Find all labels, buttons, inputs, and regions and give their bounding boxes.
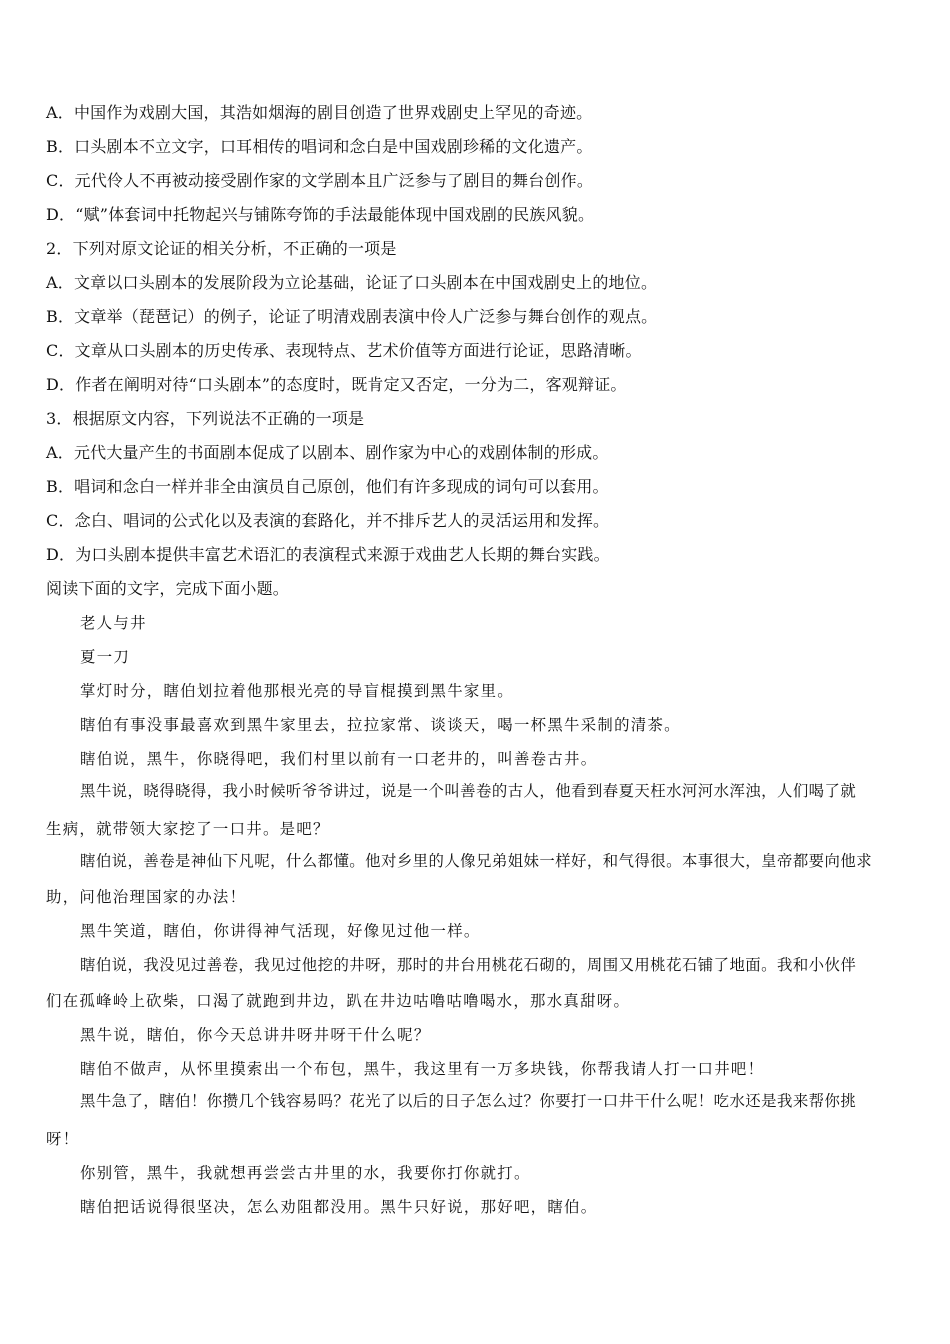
option-2d: D．作者在阐明对待“口头剧本”的态度时，既肯定又否定，一分为二，客观辩证。 <box>46 375 627 394</box>
story-paragraph-cont: 助，问他治理国家的办法！ <box>46 888 247 906</box>
option-2c: C．文章从口头剧本的历史传承、表现特点、艺术价值等方面进行论证，思路清晰。 <box>46 341 642 360</box>
story-paragraph: 瞎伯说，善卷是神仙下凡呢，什么都懂。他对乡里的人像兄弟姐妹一样好，和气得很。本事很大，皇帝都要向他求 <box>80 852 873 870</box>
story-paragraph-cont: 生病，就带领大家挖了一口井。是吧？ <box>46 820 330 838</box>
option-3d: D．为口头剧本提供丰富艺术语汇的表演程式来源于戏曲艺人长期的舞台实践。 <box>46 545 610 564</box>
reading-instruction: 阅读下面的文字，完成下面小题。 <box>46 579 290 598</box>
option-2b: B．文章举（琵琶记）的例子，论证了明清戏剧表演中伶人广泛参与舞台创作的观点。 <box>46 307 658 326</box>
question-3-stem: 3．根据原文内容，下列说法不正确的一项是 <box>46 409 365 428</box>
story-paragraph: 掌灯时分，瞎伯划拉着他那根光亮的导盲棍摸到黑牛家里。 <box>80 682 514 700</box>
story-paragraph: 瞎伯说，我没见过善卷，我见过他挖的井呀，那时的井台用桃花石砌的，周围又用桃花石铺了地面。我和小伙伴 <box>80 956 857 974</box>
option-3b: B．唱词和念白一样并非全由演员自己原创，他们有许多现成的词句可以套用。 <box>46 477 609 496</box>
story-author: 夏一刀 <box>80 648 131 666</box>
question-2-stem: 2．下列对原文论证的相关分析，不正确的一项是 <box>46 239 397 258</box>
story-paragraph: 黑牛急了，瞎伯！你攒几个钱容易吗？花光了以后的日子怎么过？你要打一口井干什么呢！吃水还是我来帮你挑 <box>80 1092 857 1110</box>
story-paragraph: 黑牛说，瞎伯，你今天总讲井呀井呀干什么呢？ <box>80 1026 431 1044</box>
option-3a: A．元代大量产生的书面剧本促成了以剧本、剧作家为中心的戏剧体制的形成。 <box>46 443 609 462</box>
story-paragraph: 瞎伯不做声，从怀里摸索出一个布包，黑牛，我这里有一万多块钱，你帮我请人打一口井吧！ <box>80 1060 765 1078</box>
story-paragraph: 瞎伯说，黑牛，你晓得吧，我们村里以前有一口老井的，叫善卷古井。 <box>80 750 598 768</box>
story-paragraph: 黑牛笑道，瞎伯，你讲得神气活现，好像见过他一样。 <box>80 922 481 940</box>
story-paragraph: 你别管，黑牛，我就想再尝尝古井里的水，我要你打你就打。 <box>80 1164 531 1182</box>
option-1c: C．元代伶人不再被动接受剧作家的文学剧本且广泛参与了剧目的舞台创作。 <box>46 171 594 190</box>
option-1b: B．口头剧本不立文字，口耳相传的唱词和念白是中国戏剧珍稀的文化遗产。 <box>46 137 593 156</box>
story-paragraph: 黑牛说，晓得晓得，我小时候听爷爷讲过，说是一个叫善卷的古人，他看到春夏天枉水河河水浑浊，人们喝了就 <box>80 782 857 800</box>
option-2a: A．文章以口头剧本的发展阶段为立论基础，论证了口头剧本在中国戏剧史上的地位。 <box>46 273 658 292</box>
option-1d: D．“赋”体套词中托物起兴与铺陈夸饰的手法最能体现中国戏剧的民族风貌。 <box>46 205 595 224</box>
story-title: 老人与井 <box>80 614 147 632</box>
story-paragraph: 瞎伯有事没事最喜欢到黑牛家里去，拉拉家常、谈谈天，喝一杯黑牛采制的清茶。 <box>80 716 681 734</box>
option-3c: C．念白、唱词的公式化以及表演的套路化，并不排斥艺人的灵活运用和发挥。 <box>46 511 610 530</box>
option-1a: A．中国作为戏剧大国，其浩如烟海的剧目创造了世界戏剧史上罕见的奇迹。 <box>46 103 593 122</box>
story-paragraph: 瞎伯把话说得很坚决，怎么劝阻都没用。黑牛只好说，那好吧，瞎伯。 <box>80 1198 598 1216</box>
story-paragraph-cont: 们在孤峰岭上砍柴，口渴了就跑到井边，趴在井边咕噜咕噜喝水，那水真甜呀。 <box>46 992 631 1010</box>
story-paragraph-cont: 呀！ <box>46 1130 80 1148</box>
